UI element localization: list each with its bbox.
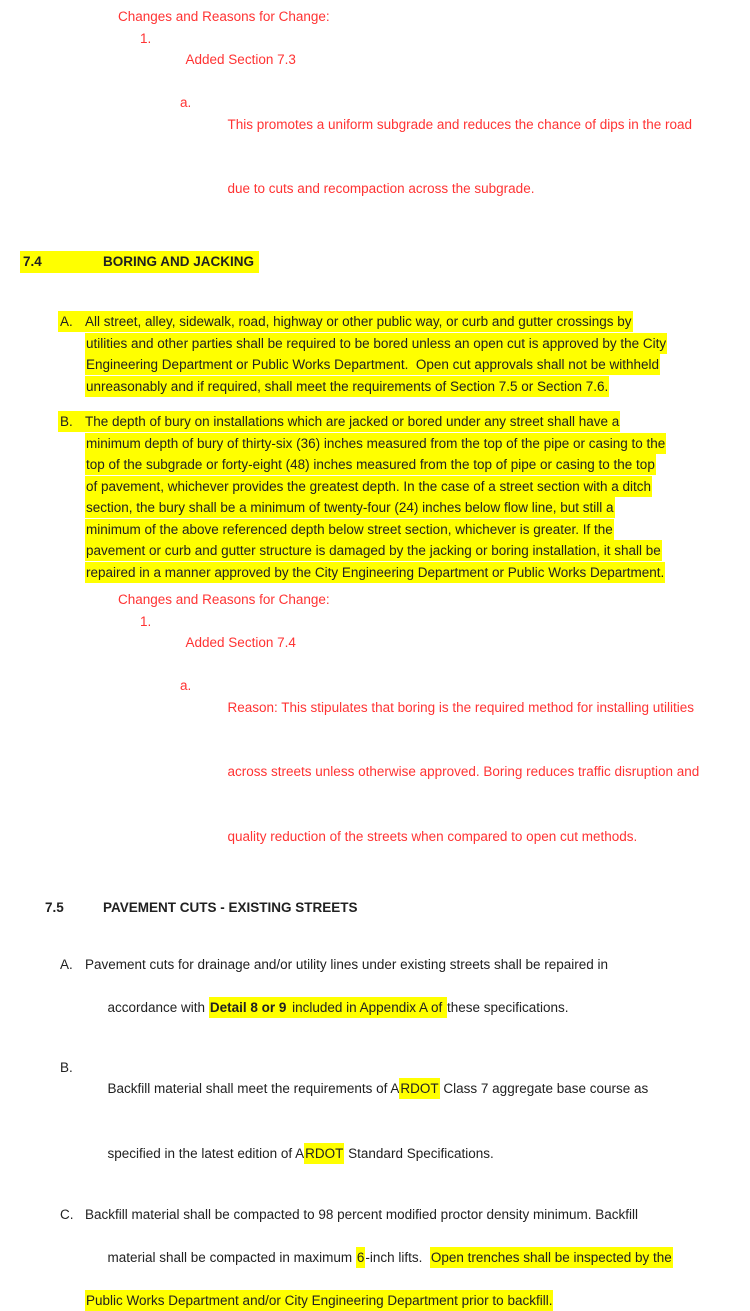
body-text: Backfill material shall meet the requirements of A	[108, 1081, 400, 1096]
highlighted-text: section, the bury shall be a minimum of twenty-four (24) inches below flow line, but still a	[85, 497, 615, 518]
item-marker: A.	[60, 954, 73, 976]
change-note-title: Changes and Reasons for Change:	[0, 589, 750, 611]
sub-list-text: across streets unless otherwise approved. Boring reduces traffic disruption and	[228, 764, 700, 779]
section-7-4-item-b	[0, 411, 750, 583]
item-marker: C.	[60, 1204, 74, 1226]
section-7-4-heading	[0, 229, 750, 295]
body-text: -inch lifts.	[365, 1250, 430, 1265]
highlighted-text: The depth of bury on installations which are jacked or bored under any street shall have a	[58, 411, 620, 432]
section-7-5-item-b	[0, 1057, 750, 1186]
change-note-list-item	[0, 28, 750, 93]
change-note-sub-item-wrap	[0, 740, 750, 805]
section-number: 7.5	[45, 897, 103, 919]
highlighted-bold-text: Detail 8 or 9	[209, 997, 288, 1018]
highlighted-text: pavement or curb and gutter structure is damaged by the jacking or boring installation, it shall be	[85, 540, 662, 561]
highlighted-text: All street, alley, sidewalk, road, highway or other public way, or curb and gutter crossings by	[58, 311, 633, 332]
highlighted-text: RDOT	[304, 1143, 344, 1164]
sub-list-text: Reason: This stipulates that boring is the required method for installing utilities	[228, 700, 695, 715]
body-text: accordance with	[108, 1000, 209, 1015]
change-note-sub-item-wrap	[0, 157, 750, 222]
sub-list-text: quality reduction of the streets when compared to open cut methods.	[228, 829, 638, 844]
section-number: 7.4	[23, 251, 103, 273]
sub-list-text: This promotes a uniform subgrade and reduces the chance of dips in the road	[228, 117, 693, 132]
change-note-sub-item	[0, 92, 750, 157]
highlighted-text: top of the subgrade or forty-eight (48) inches measured from the top of pipe or casing to the top	[85, 454, 656, 475]
section-7-5-heading	[0, 875, 750, 941]
highlighted-text: minimum depth of bury of thirty-six (36) inches measured from the top of the pipe or casing to the	[85, 433, 666, 454]
highlighted-text: Engineering Department or Public Works Department. Open cut approvals shall not be withheld	[85, 354, 660, 375]
section-7-5-item-c	[0, 1204, 750, 1311]
sub-list-letter: a.	[180, 675, 191, 697]
body-text: material shall be compacted in maximum	[108, 1250, 356, 1265]
list-number: 1.	[140, 28, 151, 50]
highlighted-text: RDOT	[399, 1078, 439, 1099]
highlighted-text: repaired in a manner approved by the City Engineering Department or Public Works Department.	[85, 562, 665, 583]
change-note-sub-item-wrap	[0, 804, 750, 869]
highlighted-text: Open trenches shall be inspected by the	[430, 1247, 673, 1268]
highlighted-text: unreasonably and if required, shall meet the requirements of Section 7.5 or Section 7.6.	[85, 376, 609, 397]
list-text: Added Section 7.3	[186, 52, 296, 67]
body-text: Standard Specifications.	[344, 1146, 493, 1161]
change-note-list-item	[0, 611, 750, 676]
list-text: Added Section 7.4	[186, 635, 296, 650]
section-title: PAVEMENT CUTS - EXISTING STREETS	[103, 900, 358, 915]
highlighted-text: 6	[356, 1247, 366, 1268]
body-text: specified in the latest edition of A	[108, 1146, 305, 1161]
body-text: these specifications.	[447, 1000, 569, 1015]
section-title: BORING AND JACKING	[103, 254, 254, 269]
body-text: Class 7 aggregate base course as	[440, 1081, 649, 1096]
item-marker: B.	[60, 1057, 73, 1079]
change-note-7-3	[0, 6, 750, 221]
sub-list-letter: a.	[180, 92, 191, 114]
heading-highlight	[20, 251, 259, 273]
section-7-5-item-a	[0, 954, 750, 1040]
highlighted-text: utilities and other parties shall be required to be bored unless an open cut is approved by the City	[85, 333, 667, 354]
sub-list-text: due to cuts and recompaction across the subgrade.	[228, 181, 535, 196]
change-note-title: Changes and Reasons for Change:	[0, 6, 750, 28]
body-text: Pavement cuts for drainage and/or utility lines under existing streets shall be repaired in	[85, 957, 608, 972]
highlighted-text: of pavement, whichever provides the greatest depth. In the case of a street section with a ditch	[85, 476, 652, 497]
body-text: Backfill material shall be compacted to 98 percent modified proctor density minimum. Backfill	[85, 1207, 638, 1222]
item-marker: B.	[60, 411, 73, 433]
section-7-4-item-a	[0, 311, 750, 397]
item-marker: A.	[60, 311, 73, 333]
highlighted-text: included in Appendix A of	[287, 997, 447, 1018]
highlighted-text: minimum of the above referenced depth below street section, whichever is greater. If the	[85, 519, 614, 540]
highlighted-text: Public Works Department and/or City Engineering Department prior to backfill.	[85, 1290, 553, 1311]
list-number: 1.	[140, 611, 151, 633]
change-note-sub-item	[0, 675, 750, 740]
change-note-7-4	[0, 589, 750, 869]
